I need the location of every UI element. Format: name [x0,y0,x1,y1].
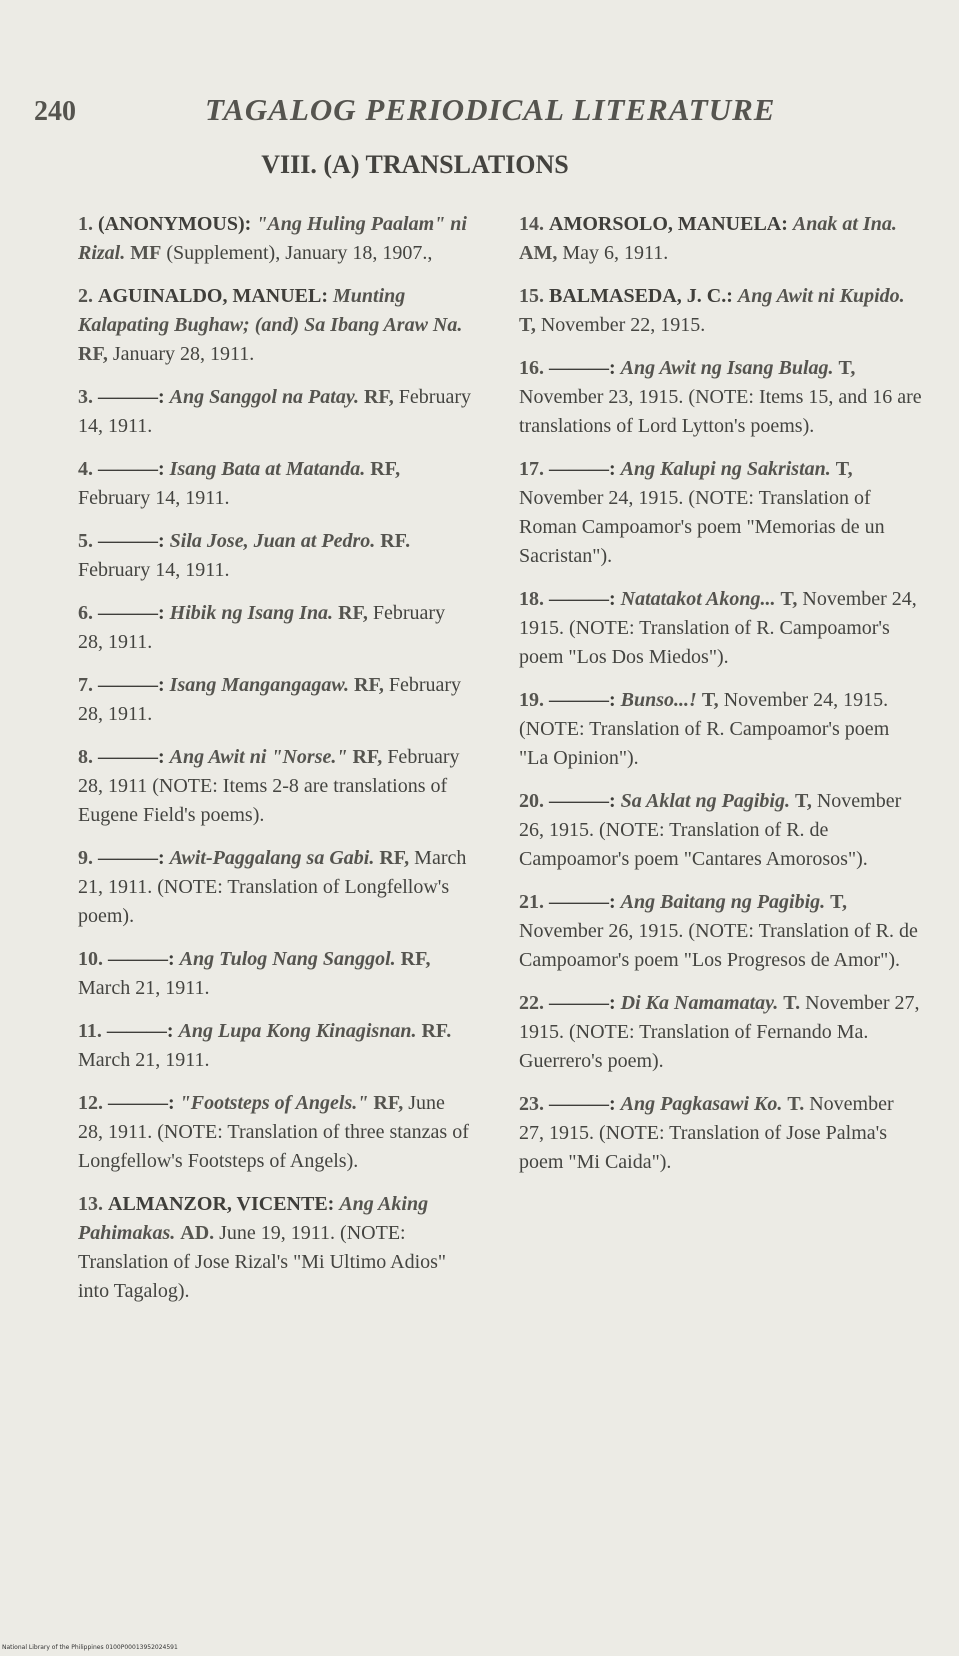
entry-title: Natatakot Akong... [620,588,776,610]
entry-details: February 14, 1911. [78,487,230,509]
entry-author: ———: [98,602,165,624]
entry-title: Ang Pagkasawi Ko. [620,1093,783,1115]
entry-author: ———: [98,746,165,768]
entry-source: AD. [180,1222,215,1244]
entry-source: MF [130,242,162,264]
bibliography-entry [519,455,923,571]
entry-source: RF, [338,602,368,624]
entry-details: November 23, 1915. (NOTE: Items 15, and 16 are translations of Lord Lytton's poems). [519,386,922,437]
bibliography-entry [78,945,473,1003]
entry-details: February 14, 1911. [78,386,471,437]
right-column [519,210,923,1191]
entry-source: RF, [379,847,410,869]
entry-title: Hibik ng Isang Ina. [169,602,334,624]
entry-details: November 26, 1915. (NOTE: Translation of R. de Campoamor's poem "Cantares Amorosos"). [519,790,902,870]
entry-number: 10. [78,948,103,970]
entry-details: November 24, 1915. (NOTE: Translation of R. Campoamor's poem "Los Dos Miedos"). [519,588,917,668]
entry-source: RF, [370,458,401,480]
entry-details: June 19, 1911. (NOTE: Translation of Jose Rizal's "Mi Ultimo Adios" into Tagalog). [78,1222,447,1302]
entry-number: 9. [78,847,93,869]
entry-title: Munting Kalapating Bughaw; (and) Sa Ibang Araw Na. [78,285,463,336]
bibliography-entry [519,1090,923,1177]
entry-number: 16. [519,357,544,379]
entry-number: 17. [519,458,544,480]
entry-number: 21. [519,891,544,913]
entry-author: ———: [549,891,616,913]
entry-details: November 26, 1915. (NOTE: Translation of R. de Campoamor's poem "Los Progresos de Amor"). [519,920,918,971]
entry-title: Ang Baitang ng Pagibig. [620,891,826,913]
entry-author: AGUINALDO, MANUEL: [98,285,328,307]
entry-author: ———: [98,386,165,408]
entry-title: Anak at Ina. [792,213,897,235]
entry-source: T, [830,891,848,913]
entry-source: RF, [373,1092,404,1114]
bibliography-entry [78,1017,473,1075]
entry-details: May 6, 1911. [562,242,669,264]
entry-author: BALMASEDA, J. C.: [549,285,733,307]
entry-author: ALMANZOR, VICENTE: [108,1193,335,1215]
entry-number: 11. [78,1020,102,1042]
entry-source: RF. [380,530,411,552]
entry-details: February 28, 1911. [78,602,446,653]
entry-number: 14. [519,213,544,235]
bibliography-entry [519,282,923,340]
entry-title: Ang Aking Pahimakas. [78,1193,429,1244]
bibliography-entry [519,354,923,441]
bibliography-entry [519,686,923,773]
entry-number: 7. [78,674,93,696]
bibliography-entry [78,455,473,513]
entry-source: RF, [78,343,108,365]
entry-title: Sa Aklat ng Pagibig. [620,790,790,812]
entry-details: November 27, 1915. (NOTE: Translation of Fernando Ma. Guerrero's poem). [519,992,920,1072]
entry-source: RF, [354,674,384,696]
entry-source: RF, [352,746,383,768]
entry-author: ———: [98,847,165,869]
entry-details: February 28, 1911. [78,674,462,725]
entry-source: T, [701,689,719,711]
entry-details: November 24, 1915. (NOTE: Translation of Roman Campoamor's poem "Memorias de un Sacristan"). [519,487,885,567]
entry-source: T, [519,314,536,336]
running-title: TAGALOG PERIODICAL LITERATURE [205,92,776,127]
entry-title: "Footsteps of Angels." [179,1092,369,1114]
bibliography-entry [78,599,473,657]
entry-details: November 24, 1915. (NOTE: Translation of R. Campoamor's poem "La Opinion"). [519,689,890,769]
bibliography-entry [519,989,923,1076]
entry-author: ———: [108,1092,175,1114]
entry-title: Awit-Paggalang sa Gabi. [169,847,375,869]
entry-number: 8. [78,746,93,768]
entry-title: Isang Mangangagaw. [169,674,349,696]
entry-title: Di Ka Namamatay. [620,992,779,1014]
entry-source: RF, [400,948,431,970]
entry-title: Ang Lupa Kong Kinagisnan. [178,1020,417,1042]
entry-number: 4. [78,458,93,480]
bibliography-entry [519,585,923,672]
entry-number: 20. [519,790,544,812]
entry-author: ———: [549,458,616,480]
entry-details: March 21, 1911. [78,1049,210,1071]
bibliography-entry [78,743,473,830]
entry-details: June 28, 1911. (NOTE: Translation of three stanzas of Longfellow's Footsteps of Angels). [78,1092,469,1172]
entry-author: ———: [108,948,175,970]
bibliography-entry [519,210,923,268]
entry-author: ———: [549,588,616,610]
bibliography-entry [78,383,473,441]
entry-author: ———: [106,1020,174,1042]
entry-author: ———: [98,674,165,696]
bibliography-entry [78,1089,473,1176]
bibliography-entry [78,527,473,585]
entry-title: Ang Tulog Nang Sanggol. [179,948,396,970]
entry-title: Ang Awit ng Isang Bulag. [620,357,834,379]
bibliography-entry [519,787,923,874]
left-column [78,210,473,1320]
entry-source: T, [794,790,812,812]
entry-details: January 28, 1911. [112,343,255,365]
entry-number: 19. [519,689,544,711]
entry-number: 23. [519,1093,544,1115]
entry-author: ———: [549,357,616,379]
entry-number: 1. [78,213,93,235]
entry-source: T. [783,992,801,1014]
entry-source: T, [780,588,798,610]
entry-number: 2. [78,285,93,307]
entry-number: 6. [78,602,93,624]
entry-number: 13. [78,1193,103,1215]
entry-number: 5. [78,530,93,552]
entry-details: March 21, 1911. [78,977,210,999]
entry-source: RF, [363,386,394,408]
entry-details: February 28, 1911 (NOTE: Items 2-8 are translations of Eugene Field's poems). [78,746,460,826]
bibliography-entry [78,282,473,369]
entry-title: "Ang Huling Paalam" ni Rizal. [78,213,467,264]
footer-note: National Library of the Philippines 0100P00013952024591 [2,1644,178,1651]
entry-number: 12. [78,1092,103,1114]
entry-title: Ang Kalupi ng Sakristan. [620,458,831,480]
entry-number: 15. [519,285,544,307]
entry-source: AM, [519,242,558,264]
entry-details: November 22, 1915. [540,314,706,336]
entry-title: Ang Awit ni "Norse." [169,746,348,768]
entry-source: T, [838,357,856,379]
entry-author: ———: [98,530,165,552]
bibliography-entry [78,671,473,729]
section-title: VIII. (A) TRANSLATIONS [261,150,569,179]
bibliography-entry [78,844,473,931]
entry-source: RF. [421,1020,452,1042]
entry-author: ———: [549,689,616,711]
entry-title: Isang Bata at Matanda. [169,458,366,480]
entry-title: Bunso...! [620,689,697,711]
entry-details: March 21, 1911. (NOTE: Translation of Longfellow's poem). [78,847,467,927]
entry-details: (Supplement), January 18, 1907., [166,242,433,264]
page-number: 240 [34,96,76,127]
entry-number: 3. [78,386,93,408]
bibliography-entry [78,210,473,268]
entry-author: AMORSOLO, MANUELA: [549,213,788,235]
entry-title: Ang Sanggol na Patay. [169,386,359,408]
entry-author: ———: [549,1093,616,1115]
entry-number: 18. [519,588,544,610]
entry-details: November 27, 1915. (NOTE: Translation of Jose Palma's poem "Mi Caida"). [519,1093,894,1173]
entry-title: Ang Awit ni Kupido. [737,285,905,307]
entry-source: T, [835,458,853,480]
entry-author: ———: [549,992,616,1014]
entry-source: T. [787,1093,805,1115]
bibliography-entry [78,1190,473,1306]
entry-author: ———: [549,790,616,812]
entry-author: ———: [98,458,165,480]
entry-details: February 14, 1911. [78,559,230,581]
entry-author: (ANONYMOUS): [98,213,252,235]
entry-title: Sila Jose, Juan at Pedro. [169,530,376,552]
entry-number: 22. [519,992,544,1014]
bibliography-entry [519,888,923,975]
